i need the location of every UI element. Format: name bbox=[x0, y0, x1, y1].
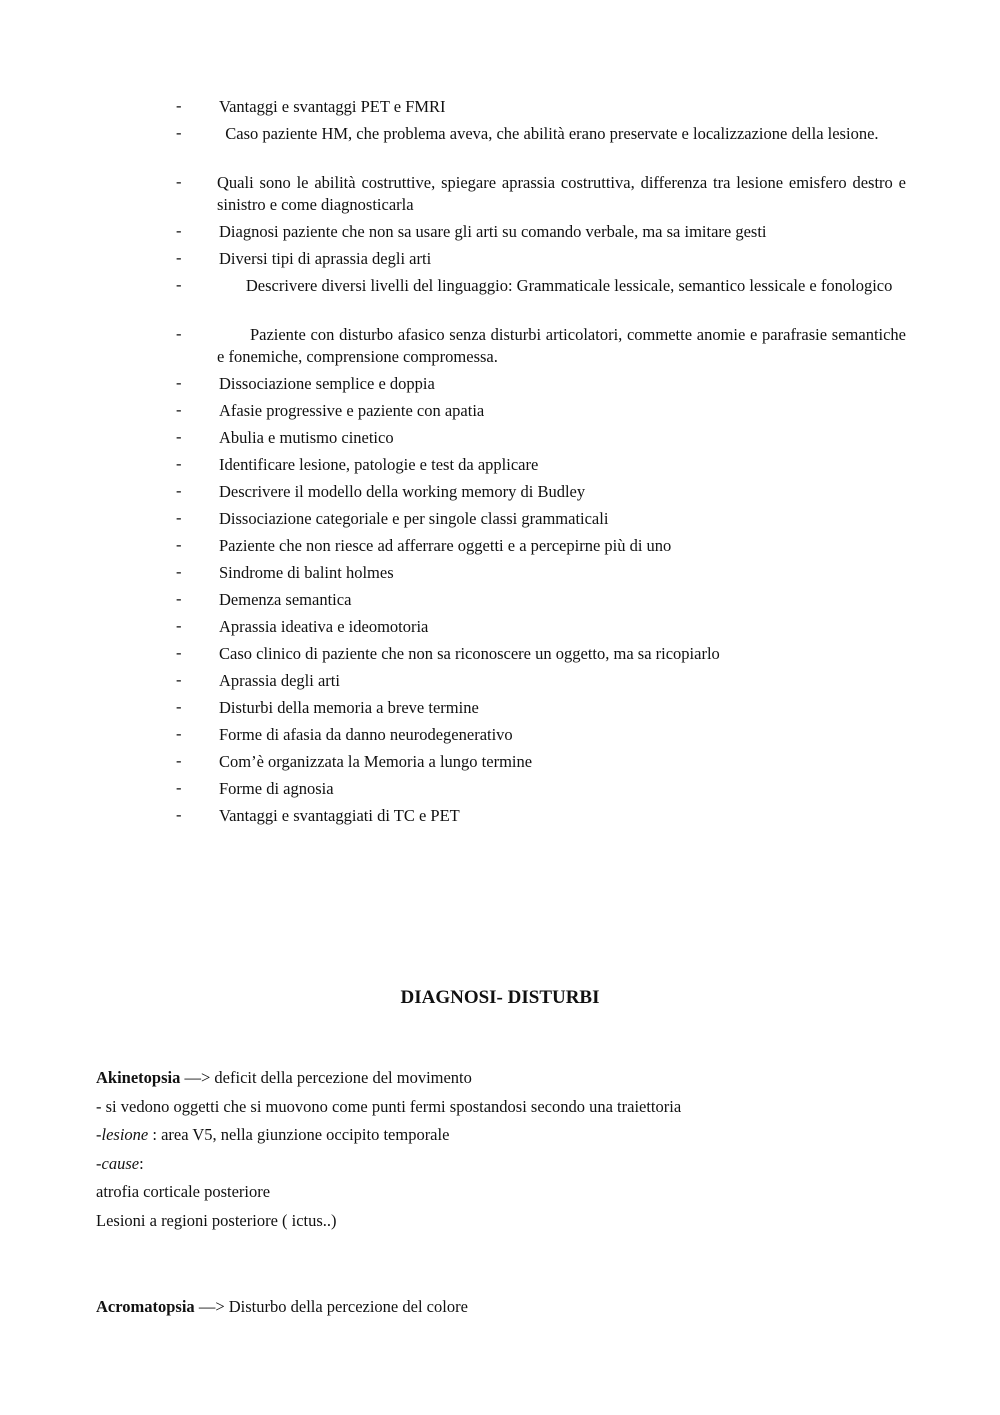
akinetopsia-causes-heading bbox=[96, 1153, 144, 1175]
list-item bbox=[0, 221, 1000, 248]
question-text: Descrivere diversi livelli del linguaggio: Grammaticale lessicale, semantico lessicale e fonologico bbox=[217, 276, 893, 295]
list-item bbox=[0, 616, 1000, 643]
question-text: Abulia e mutismo cinetico bbox=[219, 428, 394, 447]
question-text: Dissociazione semplice e doppia bbox=[219, 374, 435, 393]
list-item bbox=[0, 697, 1000, 724]
bullet-dash: - bbox=[176, 400, 182, 419]
question-text: Dissociazione categoriale e per singole classi grammaticali bbox=[219, 509, 609, 528]
bullet-dash: - bbox=[176, 562, 182, 581]
question-text: Aprassia ideativa e ideomotoria bbox=[219, 617, 429, 636]
acromatopsia-term: Acromatopsia bbox=[96, 1297, 195, 1316]
list-item bbox=[0, 172, 1000, 221]
bullet-dash: - bbox=[176, 96, 182, 115]
acromatopsia-definition bbox=[96, 1296, 468, 1318]
question-text: Caso paziente HM, che problema aveva, che abilità erano preservate e localizzazione della lesione. bbox=[217, 124, 879, 143]
list-item bbox=[0, 248, 1000, 275]
bullet-dash: - bbox=[176, 589, 182, 608]
question-text: Afasie progressive e paziente con apatia bbox=[219, 401, 485, 420]
list-item bbox=[0, 373, 1000, 400]
lesion-text: : area V5, nella giunzione occipito temporale bbox=[148, 1125, 450, 1144]
bullet-dash: - bbox=[176, 805, 182, 824]
bullet-dash: - bbox=[176, 172, 182, 191]
bullet-dash: - bbox=[176, 697, 182, 716]
question-text: Paziente che non riesce ad afferrare oggetti e a percepirne più di uno bbox=[219, 536, 672, 555]
question-text: Demenza semantica bbox=[219, 590, 352, 609]
bullet-dash: - bbox=[176, 454, 182, 473]
list-item bbox=[0, 724, 1000, 751]
bullet-dash: - bbox=[176, 751, 182, 770]
akinetopsia-cause-2: Lesioni a regioni posteriore ( ictus..) bbox=[96, 1211, 337, 1230]
akinetopsia-lesion bbox=[96, 1124, 449, 1146]
list-item bbox=[0, 275, 1000, 324]
question-text: Forme di agnosia bbox=[219, 779, 334, 798]
exam-questions-list bbox=[0, 96, 1000, 832]
bullet-dash: - bbox=[176, 643, 182, 662]
bullet-dash: - bbox=[176, 248, 182, 267]
section-title: DIAGNOSI- DISTURBI bbox=[400, 987, 600, 1008]
list-item bbox=[0, 427, 1000, 454]
bullet-dash: - bbox=[176, 616, 182, 635]
acromatopsia-definition-text: —> Disturbo della percezione del colore bbox=[194, 1297, 468, 1316]
question-text: Vantaggi e svantaggiati di TC e PET bbox=[219, 806, 460, 825]
question-text: Descrivere il modello della working memory di Budley bbox=[219, 482, 586, 501]
list-item bbox=[0, 670, 1000, 697]
list-item bbox=[0, 643, 1000, 670]
list-item bbox=[0, 96, 1000, 123]
question-text: Sindrome di balint holmes bbox=[219, 563, 394, 582]
list-item bbox=[0, 454, 1000, 481]
akinetopsia-definition bbox=[96, 1067, 472, 1089]
list-item bbox=[0, 589, 1000, 616]
list-item bbox=[0, 481, 1000, 508]
bullet-dash: - bbox=[176, 724, 182, 743]
question-text: Caso clinico di paziente che non sa riconoscere un oggetto, ma sa ricopiarlo bbox=[219, 644, 720, 663]
question-text: Disturbi della memoria a breve termine bbox=[219, 698, 479, 717]
list-item bbox=[0, 805, 1000, 832]
cause-prefix: - bbox=[96, 1154, 102, 1173]
akinetopsia-term: Akinetopsia bbox=[96, 1068, 181, 1087]
question-text: Aprassia degli arti bbox=[219, 671, 340, 690]
bullet-dash: - bbox=[176, 427, 182, 446]
bullet-dash: - bbox=[176, 324, 182, 343]
list-item bbox=[0, 562, 1000, 589]
lesion-prefix: - bbox=[96, 1125, 102, 1144]
list-item bbox=[0, 508, 1000, 535]
akinetopsia-cause-1: atrofia corticale posteriore bbox=[96, 1182, 271, 1201]
question-text: Paziente con disturbo afasico senza disturbi articolatori, commette anomie e parafrasie semantiche e fonemiche, comprensione compromessa. bbox=[217, 325, 911, 366]
list-item bbox=[0, 400, 1000, 427]
list-item bbox=[0, 778, 1000, 805]
list-item bbox=[0, 123, 1000, 172]
bullet-dash: - bbox=[176, 535, 182, 554]
bullet-dash: - bbox=[176, 275, 182, 294]
question-text: Diversi tipi di aprassia degli arti bbox=[219, 249, 432, 268]
bullet-dash: - bbox=[176, 508, 182, 527]
cause-suffix: : bbox=[139, 1154, 144, 1173]
question-text: Forme di afasia da danno neurodegenerativo bbox=[219, 725, 513, 744]
question-text: Identificare lesione, patologie e test da applicare bbox=[219, 455, 539, 474]
question-text: Com’è organizzata la Memoria a lungo termine bbox=[219, 752, 533, 771]
question-text: Quali sono le abilità costruttive, spiegare aprassia costruttiva, differenza tra lesione emisfero destro e sinistro e come diagnosticarla bbox=[217, 173, 911, 214]
lesion-label: lesione bbox=[101, 1125, 149, 1144]
bullet-dash: - bbox=[176, 481, 182, 500]
list-item bbox=[0, 535, 1000, 562]
bullet-dash: - bbox=[176, 373, 182, 392]
bullet-dash: - bbox=[176, 670, 182, 689]
cause-label: cause bbox=[101, 1154, 140, 1173]
list-item bbox=[0, 751, 1000, 778]
bullet-dash: - bbox=[176, 778, 182, 797]
bullet-dash: - bbox=[176, 123, 182, 142]
question-text: Diagnosi paziente che non sa usare gli arti su comando verbale, ma sa imitare gesti bbox=[219, 222, 767, 241]
akinetopsia-description: - si vedono oggetti che si muovono come punti fermi spostandosi secondo una traiettoria bbox=[96, 1097, 682, 1116]
question-text: Vantaggi e svantaggi PET e FMRI bbox=[219, 97, 446, 116]
akinetopsia-definition-text: —> deficit della percezione del movimento bbox=[180, 1068, 472, 1087]
list-item bbox=[0, 324, 1000, 373]
bullet-dash: - bbox=[176, 221, 182, 240]
